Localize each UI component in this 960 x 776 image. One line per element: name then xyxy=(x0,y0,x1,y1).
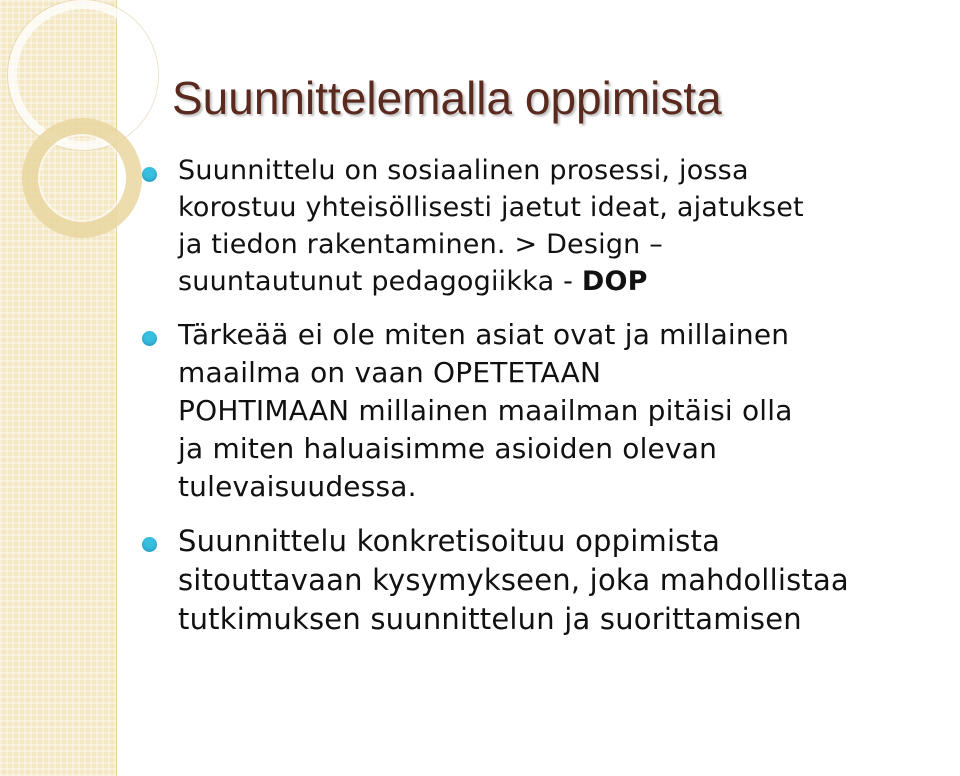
bullet-dot-icon xyxy=(142,537,157,552)
bullet-item xyxy=(178,152,948,300)
decorative-side-strip xyxy=(0,0,117,776)
bullet-line xyxy=(178,263,948,300)
bullet-line: korostuu yhteisöllisesti jaetut ideat, ajatukset xyxy=(178,192,804,223)
bullet-list xyxy=(178,152,948,655)
bullet-dot-icon xyxy=(142,331,157,346)
bullet-line: ja miten haluaisimme asioiden olevan xyxy=(178,432,718,465)
bullet-line: maailma on vaan OPETETAAN xyxy=(178,356,602,389)
bullet-line-text: suuntautunut pedagogiikka - xyxy=(178,266,582,297)
bullet-line: Suunnittelu konkretisoituu oppimista xyxy=(178,524,721,558)
decorative-ring-icon xyxy=(22,118,142,238)
bullet-line: Suunnittelu on sosiaalinen prosessi, jossa xyxy=(178,155,749,186)
bullet-line: tutkimuksen suunnittelun ja suorittamisen xyxy=(178,602,802,636)
bullet-item xyxy=(178,522,948,639)
bullet-line: sitouttavaan kysymykseen, joka mahdollistaa xyxy=(178,563,849,597)
bullet-line: POHTIMAAN millainen maailman pitäisi olla xyxy=(178,394,793,427)
bullet-line: tulevaisuudessa. xyxy=(178,470,417,503)
bullet-line: ja tiedon rakentaminen. > Design – xyxy=(178,229,663,260)
bullet-line: Tärkeää ei ole miten asiat ovat ja millainen xyxy=(178,318,790,351)
bullet-dot-icon xyxy=(142,167,157,182)
emphasis-text: DOP xyxy=(581,266,648,297)
slide-title: Suunnittelemalla oppimista xyxy=(172,72,722,124)
bullet-item xyxy=(178,316,948,506)
